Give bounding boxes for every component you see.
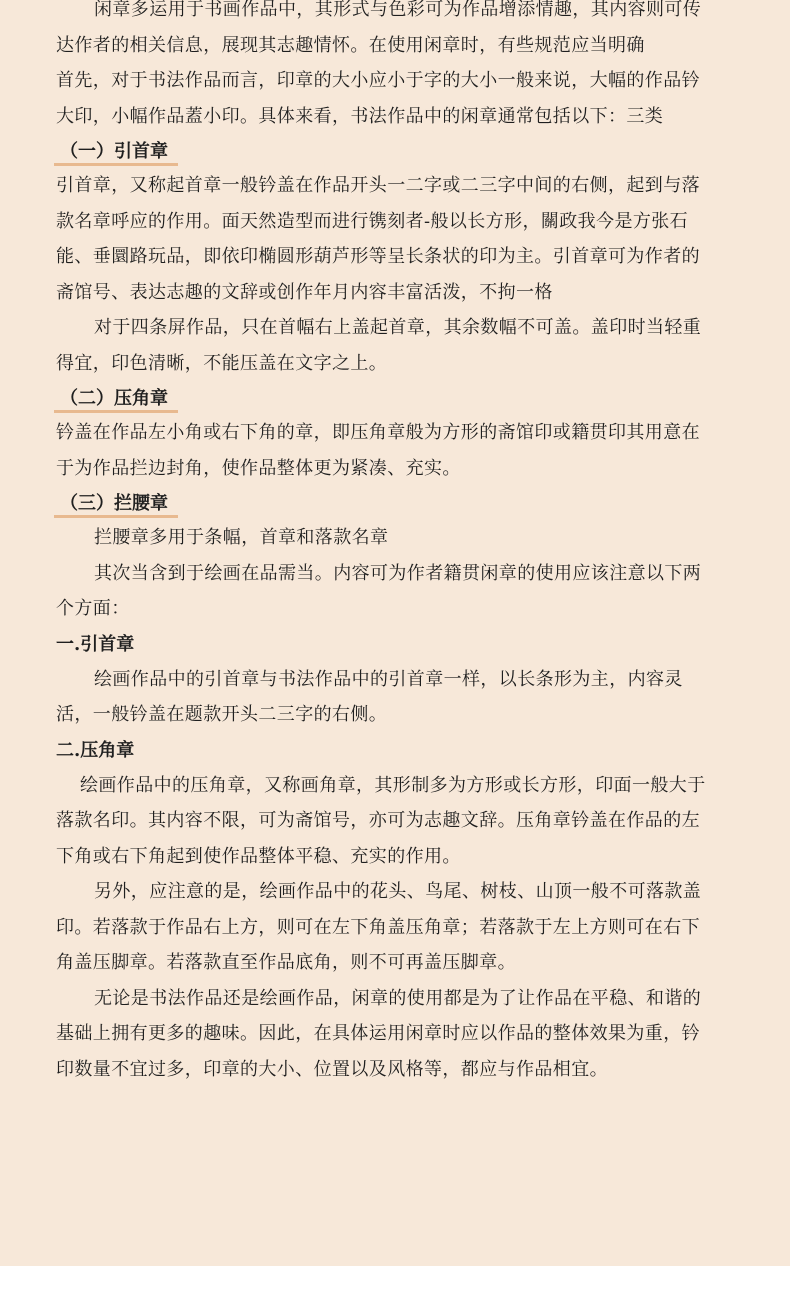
- heading-row-yinshou: [56, 134, 716, 168]
- subheading-painting-yajiao: 二.压角章: [56, 739, 135, 761]
- intro-paragraph: 闲章多运用于书画作品中，其形式与色彩可为作品增添情趣，其内容则可传达作者的相关信息，展现其志趣情怀。在使用闲章时，有些规范应当明确: [56, 0, 702, 56]
- yinshou-paragraph: 引首章，又称起首章一般钤盖在作品开头一二字或二三字中间的右侧，起到与落款名章呼应的作用。面天然造型而进行镌刻者-般以长方形，關政我今是方张石能、垂圜路玩品，即依印椭圆形葫芦形等呈长条状的印为主。引首章可为作者的斋馆号、表达志趣的文辞或创作年月内容丰富活泼，不拘一格: [56, 175, 700, 303]
- heading-row-lanyao: [56, 486, 716, 520]
- yajiao-paragraph: 钤盖在作品左小角或右下角的章，即压角章般为方形的斋馆印或籍贯印其用意在于为作品拦边封角，使作品整体更为紧凑、充实。: [56, 422, 700, 479]
- painting-yinshou-paragraph: 绘画作品中的引首章与书法作品中的引首章一样，以长条形为主，内容灵活，一般钤盖在题款开头二三字的右侧。: [56, 668, 683, 725]
- conclusion-paragraph: 无论是书法作品还是绘画作品，闲章的使用都是为了让作品在平稳、和谐的基础上拥有更多的趣味。因此，在具体运用闲章时应以作品的整体效果为重，钤印数量不宜过多，印章的大小、位置以及风格等，都应与作品相宜。: [56, 987, 702, 1080]
- article-content: [56, 0, 716, 1087]
- placement-rules-paragraph: 另外，应注意的是，绘画作品中的花头、鸟尾、树枝、山顶一般不可落款盖印。若落款于作品右上方，则可在左下角盖压角章；若落款于左上方则可在右下角盖压脚章。若落款直至作品底角，则不可再盖压脚章。: [56, 881, 702, 973]
- painting-intro-paragraph: 其次当含到于绘画在品需当。内容可为作者籍贯闲章的使用应该注意以下两个方面：: [56, 562, 702, 619]
- four-panel-paragraph: 对于四条屏作品，只在首幅右上盖起首章，其余数幅不可盖。盖印时当轻重得宜，印色清晰，不能压盖在文字之上。: [56, 317, 702, 374]
- section-heading-yinshou: （一）引首章: [56, 134, 174, 169]
- subheading-painting-yinshou: 一.引首章: [56, 633, 135, 655]
- overview-paragraph: 首先，对于书法作品而言，印章的大小应小于字的大小一般来说，大幅的作品钤大印，小幅作品蓋小印。具体来看，书法作品中的闲章通常包括以下：三类: [56, 70, 700, 127]
- lanyao-paragraph: 拦腰章多用于条幅，首章和落款名章: [94, 527, 389, 548]
- section-heading-yajiao: （二）压角章: [56, 381, 174, 416]
- painting-yajiao-paragraph: 绘画作品中的压角章，又称画角章，其形制多为方形或长方形，印面一般大于落款名印。其内容不限，可为斋馆号，亦可为志趣文辞。压角章钤盖在作品的左下角或右下角起到使作品整体平稳、充实的作用。: [56, 774, 706, 867]
- heading-row-yajiao: [56, 381, 716, 415]
- section-heading-lanyao: （三）拦腰章: [56, 486, 174, 521]
